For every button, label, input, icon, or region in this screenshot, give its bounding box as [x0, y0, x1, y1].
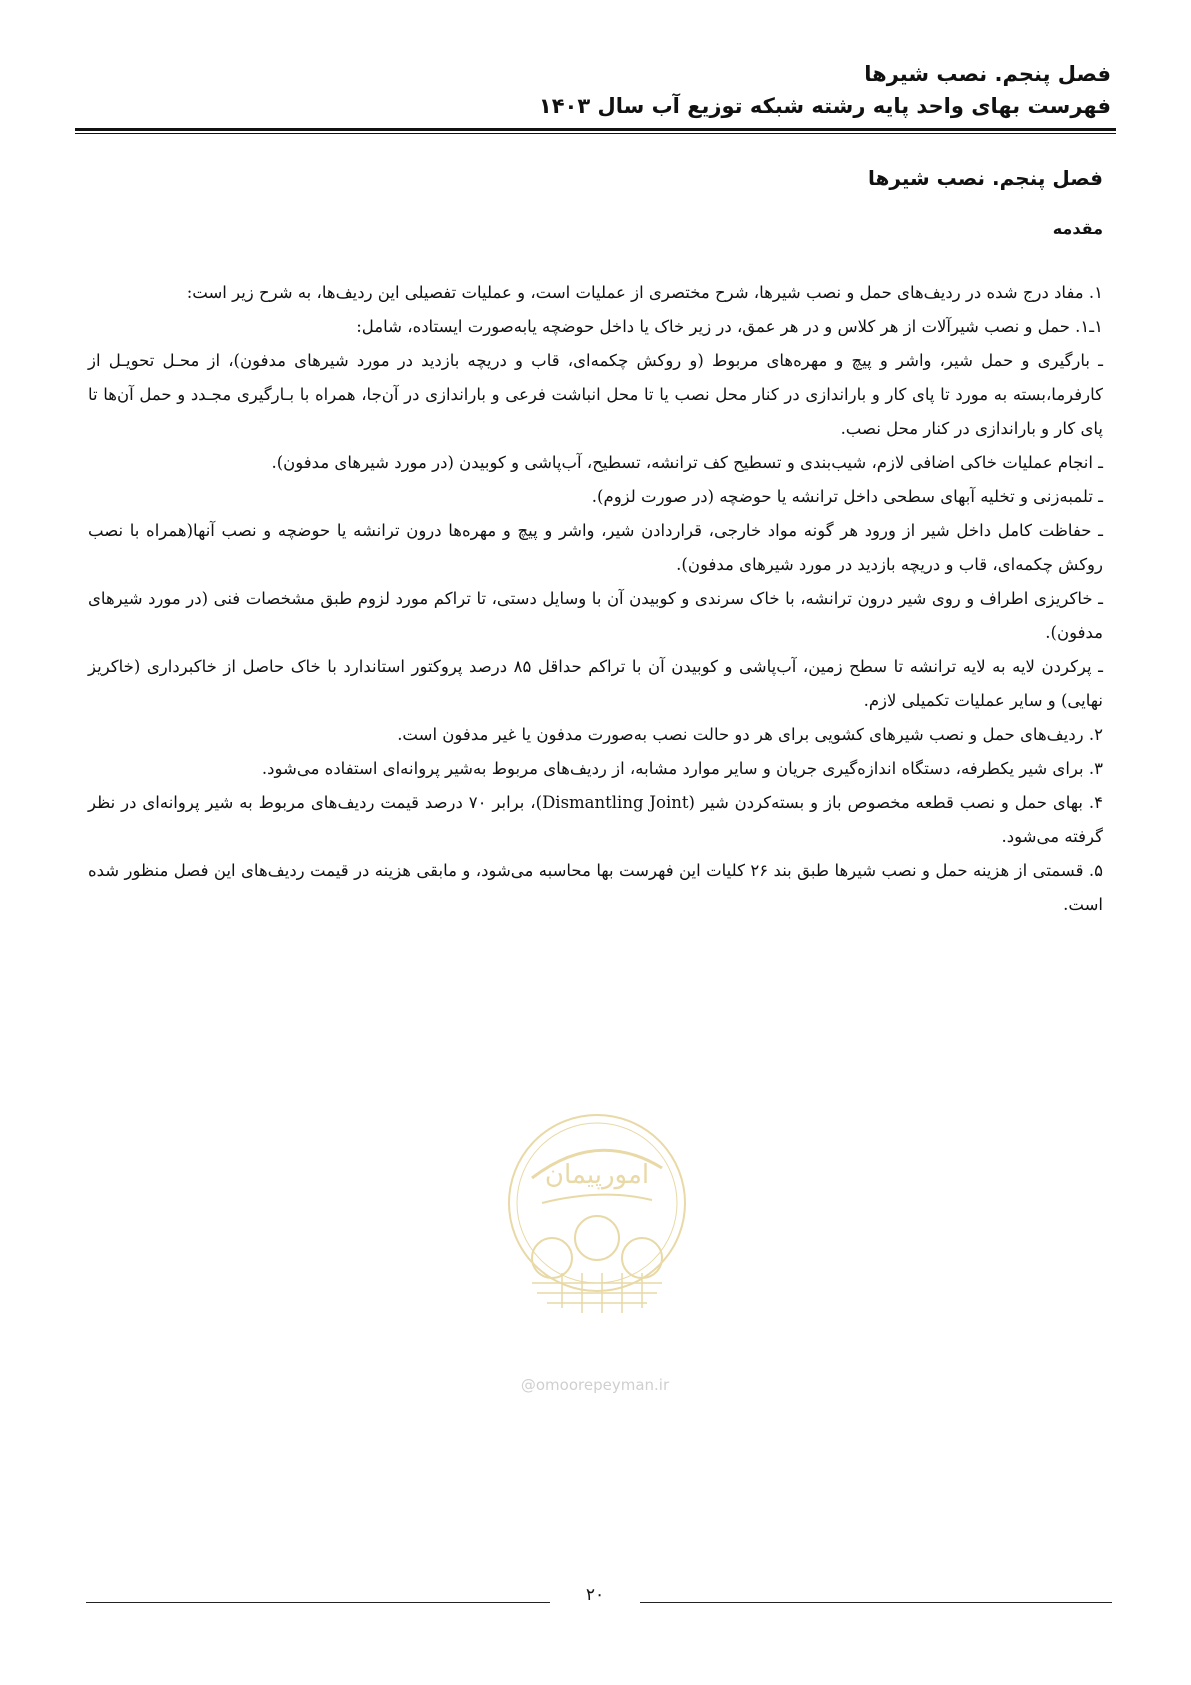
- watermark-seal-icon: [502, 1108, 692, 1338]
- bullet-pumping: ـ تلمبه‌زنی و تخلیه آبهای سطحی داخل ترانشه یا حوضچه (در صورت لزوم).: [591, 487, 1103, 506]
- chapter-title: فصل پنجم. نصب شیرها: [868, 166, 1103, 190]
- footer-rule-left: [86, 1602, 550, 1603]
- watermark-logo: [502, 1108, 692, 1338]
- footer-rule-right: [640, 1602, 1112, 1603]
- intro-heading: مقدمه: [1052, 219, 1103, 238]
- bullet-backfill-around: ـ خاکریزی اطراف و روی شیر درون ترانشه، با خاک سرندی و کوبیدن آن با وسایل دستی، تا تراکم مورد لزوم طبق مشخصات فنی (در مورد شیرهای مدفون).: [88, 589, 1103, 642]
- paragraph-5: ۵. قسمتی از هزینه حمل و نصب شیرها طبق بند ۲۶ کلیات این فهرست بها محاسبه می‌شود، و مابقی هزینه در قیمت ردیف‌های این فصل منظور شده است.: [88, 861, 1103, 914]
- page-number: ۲۰: [585, 1585, 605, 1605]
- paragraph-4: ۴. بهای حمل و نصب قطعه مخصوص باز و بسته‌کردن شیر (Dismantling Joint)، برابر ۷۰ درصد قیمت ردیف‌های مربوط به شیر پروانه‌ای در نظر گرفته می‌شود.: [88, 793, 1103, 846]
- watermark-logo-text: امورپیمان: [544, 1160, 650, 1190]
- header-double-rule: [75, 128, 1116, 134]
- paragraph-1-1: ۱ـ۱. حمل و نصب شیرآلات از هر کلاس و در هر عمق، در زیر خاک یا داخل حوضچه یابه‌صورت ایستاده، شامل:: [356, 317, 1103, 336]
- watermark-url: @omoorepeyman.ir: [520, 1376, 670, 1394]
- bullet-protection-install: ـ حفاظت کامل داخل شیر از ورود هر گونه مواد خارجی، قراردادن شیر، واشر و پیچ و مهره‌ها درون ترانشه یا حوضچه و نصب آنها(همراه با نصب روکش چکمه‌ای، قاب و دریچه بازدید در مورد شیرهای مدفون).: [88, 521, 1103, 574]
- bullet-earthworks: ـ انجام عملیات خاکی اضافی لازم، شیب‌بندی و تسطیح کف ترانشه، تسطیح، آب‌پاشی و کوبیدن (در مورد شیرهای مدفون).: [271, 453, 1103, 472]
- header-document-title: فهرست بهای واحد پایه رشته شبکه توزیع آب سال ۱۴۰۳: [538, 94, 1111, 118]
- paragraph-3: ۳. برای شیر یکطرفه، دستگاه اندازه‌گیری جریان و سایر موارد مشابه، از ردیف‌های مربوط به‌شیر پروانه‌ای استفاده می‌شود.: [261, 759, 1103, 778]
- bullet-loading-transport: ـ بارگیری و حمل شیر، واشر و پیچ و مهره‌های مربوط (و روکش چکمه‌ای، قاب و دریچه بازدید در مورد شیرهای مدفون)، از محـل تحویـل از کارفرما،بسته به مورد تا پای کار و باراندازی در کنار محل نصب یا تا محل انباشت فرعی و باراندازی در آن‌جا، همراه با بـارگیری مجـدد و حمل آن‌ها تا پای کار و باراندازی در کنار محل نصب.: [88, 351, 1103, 438]
- paragraph-1: ۱. مفاد درج شده در ردیف‌های حمل و نصب شیرها، شرح مختصری از عملیات است، و عملیات تفصیلی این ردیف‌ها، به شرح زیر است:: [186, 283, 1103, 302]
- paragraph-2: ۲. ردیف‌های حمل و نصب شیرهای کشویی برای هر دو حالت نصب به‌صورت مدفون یا غیر مدفون است.: [397, 725, 1103, 744]
- bullet-layer-filling: ـ پرکردن لایه به لایه ترانشه تا سطح زمین، آب‌پاشی و کوبیدن آن با تراکم حداقل ۸۵ درصد پروکتور استاندارد با خاک حاصل از خاکبرداری (خاکریز نهایی) و سایر عملیات تکمیلی لازم.: [88, 657, 1103, 710]
- header-chapter-line: فصل پنجم. نصب شیرها: [864, 62, 1111, 86]
- document-body: [88, 162, 1103, 922]
- page-header: [80, 58, 1111, 122]
